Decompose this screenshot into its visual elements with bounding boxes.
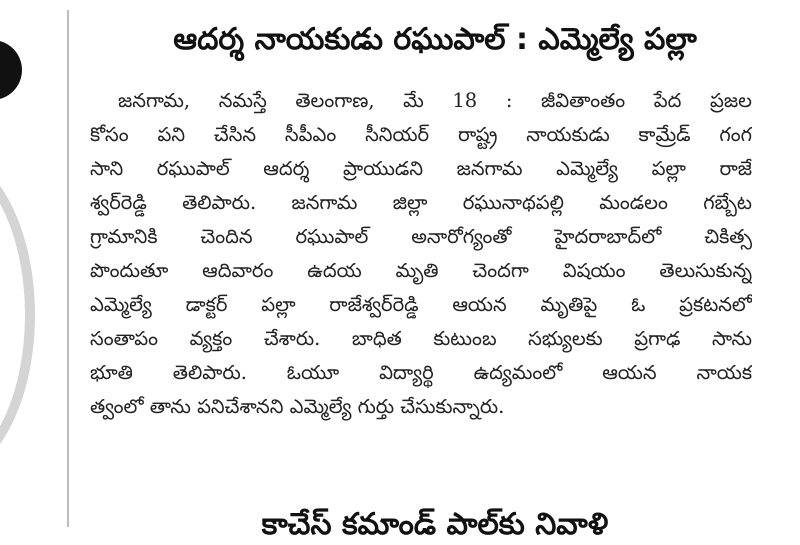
article-body-line: శ్వర్‌రెడ్డి తెలిపారు. జనగామ జిల్లా రఘునాథపల్లి మండలం గబ్బేట: [90, 191, 752, 214]
article-body-line: పొందుతూ ఆదివారం ఉదయ మృతి చెందగా విషయం తెలుసుకున్న: [90, 259, 752, 282]
adjacent-arc-fragment: [0, 150, 35, 480]
article-body: [90, 84, 752, 424]
column-divider: [67, 10, 69, 527]
adjacent-image-fragment: [0, 40, 22, 100]
article-body-line: త్వంలో తాను పనిచేశానని ఎమ్మెల్యే గుర్తు చేసుకున్నారు.: [90, 395, 505, 418]
article-body-line: జనగామ, నమస్తే తెలంగాణ, మే 18 : జీవితాంతం పేద ప్రజల: [118, 89, 752, 112]
article-headline: ఆదర్శ నాయకుడు రఘుపాల్ : ఎమ్మెల్యే పల్లా: [173, 22, 697, 57]
article-body-line: భూతి తెలిపారు. ఓయూ విద్యార్థి ఉద్యమంలో ఆయన నాయక: [90, 361, 752, 384]
adjacent-column-fragment: [0, 0, 68, 527]
article-body-line: ఎమ్మెల్యే డాక్టర్ పల్లా రాజేశ్వర్‌రెడ్డి ఆయన మృతిపై ఓ ప్రకటనలో: [90, 293, 752, 316]
next-article-headline: కాచేస్ కమాండ్ పాల్‌కు నివాళి: [261, 507, 609, 542]
article-body-line: సంతాపం వ్యక్తం చేశారు. బాధిత కుటుంబ సభ్యులకు ప్రగాఢ సాను: [90, 327, 752, 350]
article-body-line: కోసం పని చేసిన సీపీఎం సీనియర్ రాష్ట్ర నాయకుడు కామ్రేడ్ గంగ: [90, 123, 752, 146]
article-body-line: గ్రామానికి చెందిన రఘుపాల్ అనారోగ్యంతో హైదరాబాద్‌లో చికిత్స: [90, 225, 752, 248]
article-body-line: సాని రఘుపాల్ ఆదర్శ ప్రాయుడని జనగామ ఎమ్మెల్యే పల్లా రాజే: [90, 157, 752, 180]
